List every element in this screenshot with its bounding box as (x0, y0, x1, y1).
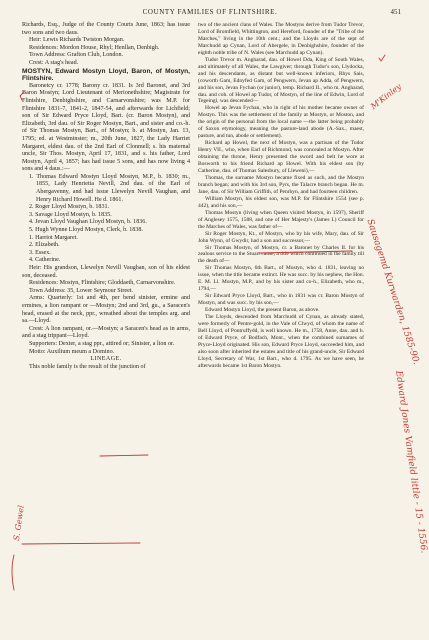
paragraph: two of the ancient clans of Wales. The Mostyns derive from Tudor Trevor, Lord of Bromfield, Whittington, and Hereford, founder of the "Tribe of the Marches," living in the 10th cent.; and the Lloyds are of the sept of Marchudd ap Cynan, Lord of Abergele, in Denbighshire, founder of the eighth noble tribe of N. Wales (see Marchudd ap Cynan). (198, 22, 364, 56)
section-heading: LINEAGE. (90, 356, 122, 363)
underline-mark (22, 543, 140, 544)
paragraph: Richards, Esq., Judge of the County Courts June, 1863; has issue two sons and two daus. (22, 22, 190, 36)
left-text-column (22, 22, 190, 371)
paragraph: Residences: Mostyn, Flintshire; Gloddaeth, Carnarvonshire. (29, 280, 176, 287)
paragraph: Howel ap Jevan Fychan, who in right of his mother became owner of Mostyn. This was the settlement of the family at Mostyn, or Moston, and the origin of the personal from the local name —the latter being probably of Saxon etymology, meaning the pasture-land abode (A.-Sax., maest, pasture, and tun, abode or settlement). (198, 105, 364, 140)
paragraph: Town Address: 35, Lower Seymour Street. (29, 287, 133, 294)
entry-heading: MOSTYN, Edward Mostyn Lloyd, Baron, of Mostyn, Flintshire. (22, 67, 190, 83)
page-number: 451 (390, 8, 401, 16)
paragraph: William Mostyn, his eldest son, was M.P. for Flintshire 1554 (see p. 442), and his son,— (198, 195, 364, 209)
paragraph: 2. Elizabeth. (29, 242, 60, 249)
paragraph: Sir Thomas Mostyn, 6th Bart., of Mostyn, who d. 1831, leaving no issue, when the title became extinct. He was succ. by his nephew, the Hon. E. M. Ll. Mostyn, M.P., and by his sister and co-h., Elizabeth, who m., 1794,— (198, 265, 364, 293)
annotation-right-margin-lower: Edward Jones Vamfield little - 15 - 1556. (393, 370, 429, 554)
check-mark-icon (379, 55, 385, 61)
paragraph: Residences: Mordon House, Rhyl; Henllan, Denbigh. (29, 44, 160, 51)
paragraph: Crest: A lion rampant, or.—Mostyn; a Saracen's head as in arms, and a stag trippant—Lloyd. (22, 325, 190, 340)
paragraph: 1. Thomas Edward Mostyn Lloyd Mostyn, M.P., b. 1830; m., 1855, Lady Henrietta Nevill, 2nd dau. of the Earl of Abergavenny, and had issue Llewelyn Nevill Vaughan, and Henry Richard Howell. He d. 1861. (29, 173, 190, 203)
paragraph: Supporters: Dexter, a stag ppr., attired or; Sinister, a lion or. (29, 340, 175, 347)
paragraph: The Lloyds, descended from Marchudd of Cynan, as already stated, were formerly of Pentre-gold, in the Vale of Clwyd, of whom the name of Bell Lloyd, of Pontruffydd, is well known. He m., 1758, Anne, dau. and h. of Edward Pryce, of Bodfach, Mont., when the combined surnames of Pryce-Lloyd originated. His son, Edward Pryce Lloyd, succeeded him, and also soon after inherited the estates and title of his grand-uncle, Sir Edward Lloyd, Secretary of War, 1st Bart., who d. 1795. As we have seen, he afterwards became 1st Baron Mostyn. (198, 314, 364, 369)
paragraph: 3. Essex. (29, 249, 51, 256)
paragraph: 5. Hugh Wynne Lloyd Mostyn, Clerk, b. 1838. (29, 227, 143, 234)
paragraph: 2. Roger Lloyd Mostyn, b. 1831. (29, 204, 110, 211)
paragraph: Sir Thomas Mostyn, of Mostyn, cr. a Baronet by Charles II. for his zealous service to the Stuart cause, a title which continued in the family till the death of— (198, 244, 364, 265)
paragraph: 1. Harriot Margaret. (29, 234, 78, 241)
side-stroke-mark (12, 555, 14, 590)
paragraph: Motto: Auxilium meum a Domino. (29, 348, 115, 355)
underline-mark (100, 455, 148, 456)
paragraph: 3. Savage Lloyd Mostyn, b. 1835. (29, 211, 112, 218)
paragraph: Edward Mostyn Lloyd, the present Baron, as above. (205, 307, 320, 314)
running-head-title: COUNTY FAMILIES OF FLINTSHIRE. (142, 8, 278, 16)
paragraph: Thomas, the surname Mostyn became fixed as such, and the Mostyn branch began; and with his 3rd son, Pyrs, the Talacre branch began. He m. Jane, dau. of Sir William Griffith, of Penrhyn, and had fourteen children. (198, 174, 364, 195)
paragraph: Heir: His grandson, Llewelyn Nevill Vaughan, son of his eldest son, deceased. (22, 265, 190, 279)
paragraph: Town Address: Grafton Club, London. (29, 52, 124, 59)
paragraph: 4. Jevan Lloyd Vaughan Lloyd Mostyn, b. 1836. (29, 219, 147, 226)
right-text-column (198, 22, 364, 370)
running-head (0, 8, 419, 20)
paragraph: 4. Catherine. (29, 257, 61, 264)
paragraph: Tudor Trevor m. Angharad, dau. of Howel Dda, King of South Wales, and ultimately of all Wales, the Lawgiver; through Tudor's son, Llydocka, and his descendants, as distant but well-known inferiors, Rhys Sais, (coworth Gam, Ednyfed Gam, of Pengwern, Jevan ap Adda, of Pengwern, and his son, Jevan Fychan (or junior), temp. Richard II., who m. Angharad, dau. and coh. of Howel ap Tudor, of Mostyn, of the line of Edwin, Lord of Tegeingl, was descended— (198, 56, 364, 105)
paragraph: Sir Roger Mostyn, Kt., of Mostyn, who by his wife, Mary, dau. of Sir John Wynn, of Gwydir, had a son and successor,— (198, 230, 364, 244)
paragraph: Sir Edward Pryce Lloyd, Bart., who in 1831 was cr. Baron Mostyn of Mostyn, and was succ. by his son,— (198, 293, 364, 307)
paragraph: Heir: Lewis Richards Twiston Morgan. (29, 37, 125, 44)
annotation-right-margin: Sausagemd Kurwarden, 1585-90. (364, 218, 422, 367)
paragraph: Richard ap Howel, the next of Mostyn, was a partisan of the Tudor Henry VII., who, when Earl of Richmond, was concealed at Mostyn. After obtaining the throne, Henry presented the sword and belt he wore at Bosworth to his friend Richard ap Howel. With his eldest son (by Catherine, dau. of Thomas Salesbury, of Lleweni),— (198, 140, 364, 175)
paragraph: This noble family is the result of the junction of (29, 363, 146, 370)
annotation-left-margin: S. Gewel (12, 504, 26, 542)
annotation-top-right: M'Kinley (369, 81, 403, 112)
paragraph: Baronetcy cr. 1778; Barony cr. 1831. Is 3rd Baronet, and 3rd Baron Mostyn; Lord Lieutenant of Merionethshire; Magistrate for Flintshire, Denbighshire, and Carnarvonshire; was M.P. for Flintshire 1831-7, 1841-2, 1847-54, and afterwards for Lichfield; son of Sir Edward Pryce Lloyd, Bart. (cr. Baron Mostyn), and Elizabeth, 3rd dau. of Sir Roger Mostyn, Bart., and sister and co.-h. of Sir Thomas Mostyn, Bart., of Mostyn; b. at Mostyn, Jan. 13, 1795; ed. at Westminster; m., 20th June, 1827, the Lady Harriet Margaret, eldest dau. of the 2nd Earl of Clonmell; s. his maternal uncle, Sir Thos. Mostyn, April 17, 1831, and s. his father, Lord Mostyn, April 4, 1857; has had issue 5 sons, and has now living 4 sons and 4 daus.:— (22, 82, 190, 173)
paragraph: Thomas Mostyn (living when Queen visited Mostyn, in 1597), Sheriff of Anglesey 1575, 1588, and one of Her Majesty's (James I.) Council for the Marches of Wales, was father of— (198, 209, 364, 230)
paragraph: Arms: Quarterly: 1st and 4th, per bend sinister, ermine and ermines, a lion rampant or —Mostyn; 2nd and 3rd, gu., a Saracen's head, erased at the neck, ppr., wreathed about the temples arg. and sa.—Lloyd. (22, 295, 190, 325)
paragraph: Crest: A stag's head. (29, 59, 79, 66)
